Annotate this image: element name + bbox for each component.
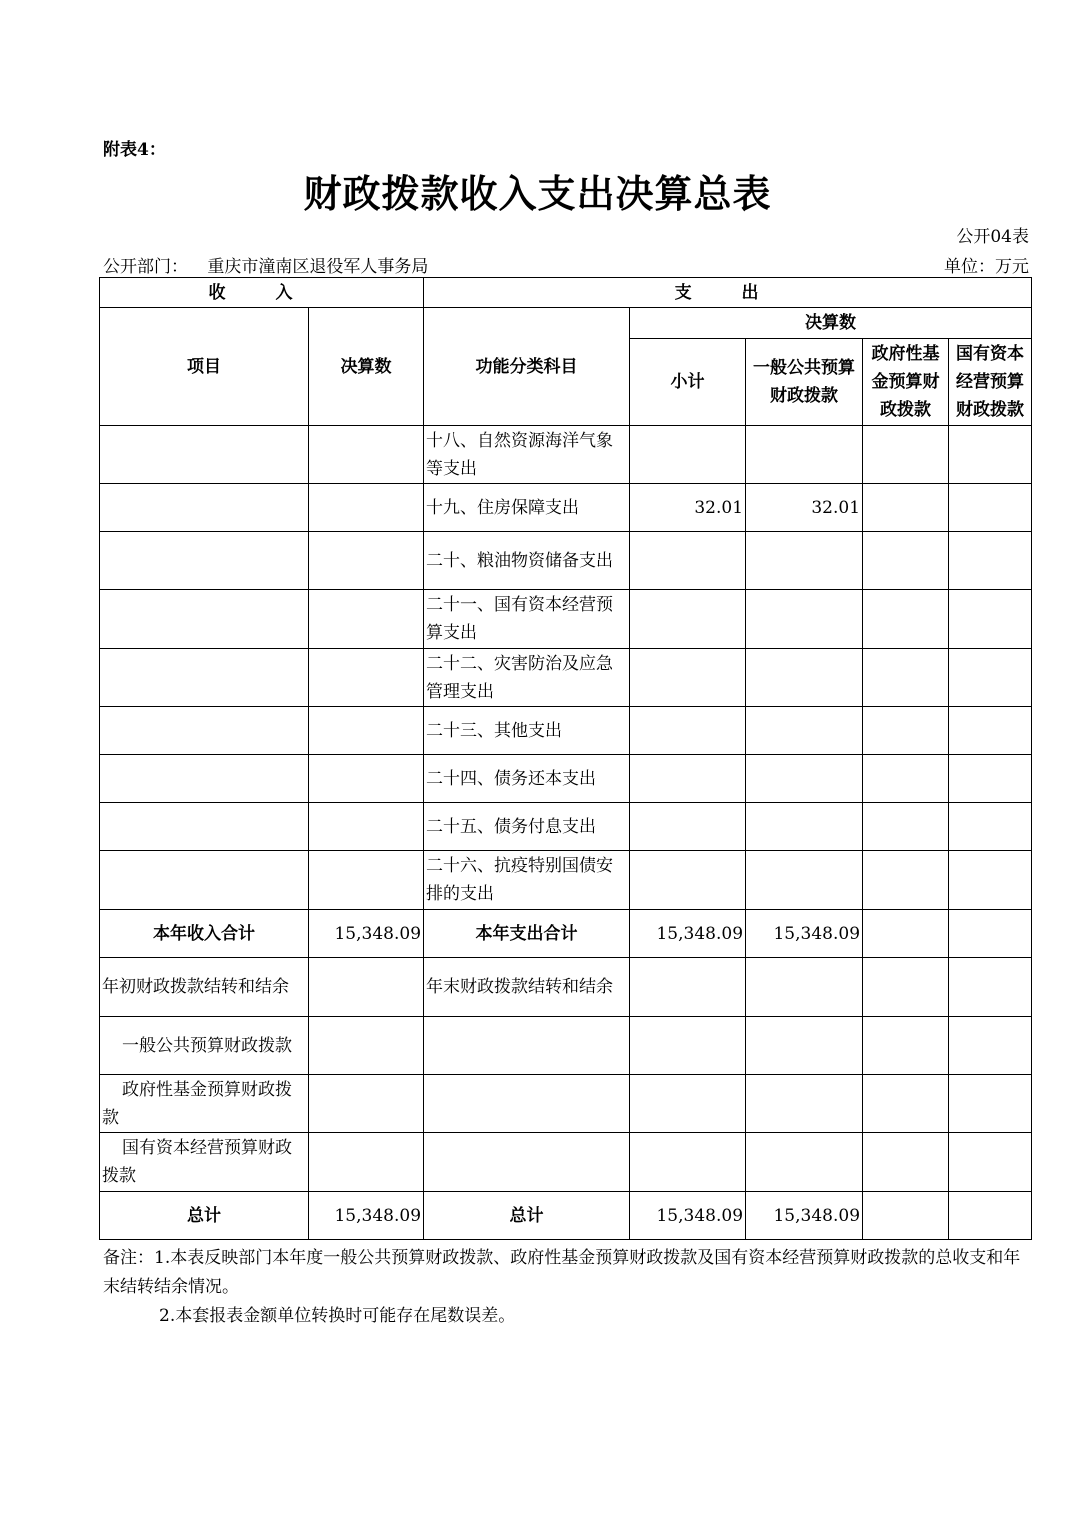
- carry-row: [100, 958, 1032, 1017]
- subtotal-cell: 32.01: [630, 484, 746, 532]
- table-row: [100, 426, 1032, 484]
- fund-cell: [863, 1017, 949, 1075]
- amount-cell: [309, 755, 424, 803]
- item-cell: [100, 484, 309, 532]
- table-row: [100, 649, 1032, 707]
- item-cell: [100, 649, 309, 707]
- fund-cell: [863, 532, 949, 590]
- table-row: [100, 851, 1032, 910]
- grand-total-row: [100, 1192, 1032, 1240]
- item-cell: [100, 851, 309, 910]
- capital-cell: [949, 532, 1032, 590]
- item-cell: [100, 532, 309, 590]
- year-expense-general: 15,348.09: [746, 910, 863, 958]
- item-cell: 年初财政拨款结转和结余: [100, 958, 309, 1017]
- amount-cell: [309, 532, 424, 590]
- final-amount-header: 决算数: [309, 308, 424, 426]
- category-cell: 二十四、债务还本支出: [424, 755, 630, 803]
- carry-row: [100, 1133, 1032, 1192]
- category-cell: 十八、自然资源海洋气象等支出: [424, 426, 630, 484]
- general-cell: [746, 649, 863, 707]
- item-cell: [100, 707, 309, 755]
- table-code: 公开04表: [956, 227, 1029, 247]
- grand-expense-subtotal: 15,348.09: [630, 1192, 746, 1240]
- department-name: 重庆市潼南区退役军人事务局: [207, 257, 429, 277]
- table-row: [100, 803, 1032, 851]
- subtotal-header: 小计: [630, 339, 746, 426]
- capital-cell: [949, 755, 1032, 803]
- year-income-total-label: 本年收入合计: [100, 910, 309, 958]
- item-cell: [100, 590, 309, 649]
- fund-cell: [863, 851, 949, 910]
- subtotal-cell: [630, 851, 746, 910]
- capital-cell: [949, 803, 1032, 851]
- general-public-header: 一般公共预算财政拨款: [746, 339, 863, 426]
- grand-expense-capital: [949, 1192, 1032, 1240]
- grand-income-total-label: 总计: [100, 1192, 309, 1240]
- amount-cell: [309, 1133, 424, 1192]
- header-row-2: [100, 308, 1032, 339]
- category-cell: 二十三、其他支出: [424, 707, 630, 755]
- carry-row: [100, 1017, 1032, 1075]
- note-2: 2.本套报表金额单位转换时可能存在尾数误差。: [159, 1306, 516, 1326]
- item-cell: 国有资本经营预算财政拨款: [100, 1133, 309, 1192]
- fund-cell: [863, 1133, 949, 1192]
- category-cell: [424, 1017, 630, 1075]
- amount-cell: [309, 1075, 424, 1133]
- category-cell: 二十二、灾害防治及应急管理支出: [424, 649, 630, 707]
- general-cell: [746, 803, 863, 851]
- fund-cell: [863, 755, 949, 803]
- general-cell: [746, 707, 863, 755]
- year-income-total-amount: 15,348.09: [309, 910, 424, 958]
- general-cell: [746, 590, 863, 649]
- notes: [103, 1244, 1031, 1331]
- item-cell: [100, 803, 309, 851]
- page-title: 财政拨款收入支出决算总表: [303, 171, 772, 216]
- table-row: [100, 590, 1032, 649]
- capital-cell: [949, 1017, 1032, 1075]
- general-cell: [746, 958, 863, 1017]
- category-cell: 二十、粮油物资储备支出: [424, 532, 630, 590]
- year-expense-total-label: 本年支出合计: [424, 910, 630, 958]
- category-cell: 二十五、债务付息支出: [424, 803, 630, 851]
- amount-cell: [309, 426, 424, 484]
- grand-expense-fund: [863, 1192, 949, 1240]
- capital-cell: [949, 484, 1032, 532]
- fund-cell: [863, 484, 949, 532]
- capital-cell: [949, 649, 1032, 707]
- table-row: [100, 707, 1032, 755]
- capital-cell: [949, 1133, 1032, 1192]
- year-total-row: [100, 910, 1032, 958]
- header-row-1: [100, 278, 1032, 308]
- general-cell: 32.01: [746, 484, 863, 532]
- capital-cell: [949, 958, 1032, 1017]
- item-cell: [100, 755, 309, 803]
- subtotal-cell: [630, 649, 746, 707]
- subtotal-cell: [630, 1075, 746, 1133]
- capital-cell: [949, 1075, 1032, 1133]
- table-row: [100, 755, 1032, 803]
- subtotal-cell: [630, 1017, 746, 1075]
- fund-cell: [863, 649, 949, 707]
- item-cell: 政府性基金预算财政拨款: [100, 1075, 309, 1133]
- year-expense-capital: [949, 910, 1032, 958]
- category-cell: 二十六、抗疫特别国债安排的支出: [424, 851, 630, 910]
- category-cell: 十九、住房保障支出: [424, 484, 630, 532]
- amount-cell: [309, 590, 424, 649]
- income-header: 收 入: [100, 278, 424, 308]
- item-cell: [100, 426, 309, 484]
- fund-cell: [863, 426, 949, 484]
- capital-cell: [949, 707, 1032, 755]
- grand-expense-general: 15,348.09: [746, 1192, 863, 1240]
- final-amount-group-header: 决算数: [630, 308, 1032, 339]
- fund-cell: [863, 803, 949, 851]
- fund-cell: [863, 590, 949, 649]
- amount-cell: [309, 1017, 424, 1075]
- subtotal-cell: [630, 755, 746, 803]
- attachment-label: 附表4：: [103, 140, 166, 160]
- amount-cell: [309, 707, 424, 755]
- year-expense-fund: [863, 910, 949, 958]
- general-cell: [746, 1075, 863, 1133]
- general-cell: [746, 755, 863, 803]
- subtotal-cell: [630, 958, 746, 1017]
- subtotal-cell: [630, 803, 746, 851]
- grand-expense-total-label: 总计: [424, 1192, 630, 1240]
- subtotal-cell: [630, 707, 746, 755]
- subtotal-cell: [630, 590, 746, 649]
- table-row: [100, 532, 1032, 590]
- item-cell: 一般公共预算财政拨款: [100, 1017, 309, 1075]
- function-category-header: 功能分类科目: [424, 308, 630, 426]
- expenditure-header: 支 出: [424, 278, 1032, 308]
- note-1: 备注：1.本表反映部门本年度一般公共预算财政拨款、政府性基金预算财政拨款及国有资本经营预算财政拨款的总收支和年末结转结余情况。: [103, 1248, 1021, 1297]
- general-cell: [746, 532, 863, 590]
- category-cell: [424, 1075, 630, 1133]
- amount-cell: [309, 484, 424, 532]
- grand-income-total-amount: 15,348.09: [309, 1192, 424, 1240]
- category-cell: 年末财政拨款结转和结余: [424, 958, 630, 1017]
- general-cell: [746, 426, 863, 484]
- carry-row: [100, 1075, 1032, 1133]
- gov-fund-header: 政府性基金预算财政拨款: [863, 339, 949, 426]
- amount-cell: [309, 649, 424, 707]
- amount-cell: [309, 803, 424, 851]
- fund-cell: [863, 707, 949, 755]
- category-cell: 二十一、国有资本经营预算支出: [424, 590, 630, 649]
- amount-cell: [309, 851, 424, 910]
- budget-table: [99, 277, 1032, 1240]
- amount-cell: [309, 958, 424, 1017]
- department-line: [103, 252, 428, 277]
- subtotal-cell: [630, 1133, 746, 1192]
- capital-cell: [949, 590, 1032, 649]
- subtotal-cell: [630, 532, 746, 590]
- fund-cell: [863, 1075, 949, 1133]
- subtotal-cell: [630, 426, 746, 484]
- general-cell: [746, 851, 863, 910]
- state-capital-header: 国有资本经营预算财政拨款: [949, 339, 1032, 426]
- capital-cell: [949, 851, 1032, 910]
- capital-cell: [949, 426, 1032, 484]
- item-header: 项目: [100, 308, 309, 426]
- year-expense-subtotal: 15,348.09: [630, 910, 746, 958]
- department-label: 公开部门：: [103, 257, 188, 277]
- unit-label: 单位：万元: [944, 257, 1029, 277]
- table-row: [100, 484, 1032, 532]
- general-cell: [746, 1017, 863, 1075]
- general-cell: [746, 1133, 863, 1192]
- fund-cell: [863, 958, 949, 1017]
- category-cell: [424, 1133, 630, 1192]
